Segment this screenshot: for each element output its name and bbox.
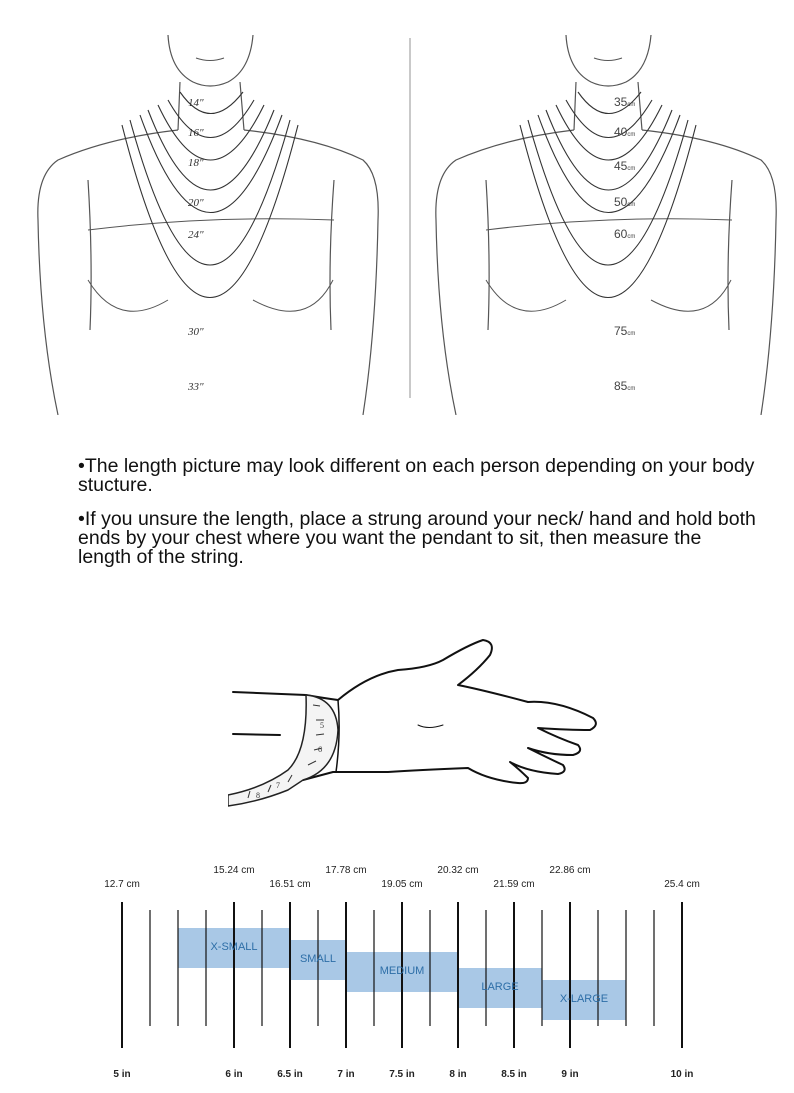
mouth (196, 58, 224, 61)
torso-right (642, 130, 776, 415)
label-40cm: 40cm (614, 125, 636, 139)
loop-40 (566, 100, 652, 138)
arm-left-inner (88, 180, 91, 330)
label-14in: 14" (188, 97, 204, 109)
bust-left (88, 280, 168, 311)
loop-75 (528, 120, 688, 265)
label-85cm: 85cm (614, 379, 636, 393)
bust-right (651, 280, 731, 311)
loop-33 (122, 125, 298, 298)
note-measure-string: •If you unsure the length, place a strung around your neck/ hand and hold both ends by your chest where you want the pendant to sit, then measure the length of the string. (78, 508, 756, 568)
cm-tick-label: 21.59 cm (493, 879, 535, 890)
inch-tick-label: 10 in (670, 1069, 694, 1080)
cm-tick-label: 22.86 cm (549, 865, 591, 876)
cm-tick-label: 20.32 cm (437, 865, 479, 876)
tape-mark-6: 6 (318, 745, 322, 754)
bust-right (253, 280, 333, 311)
torso-left (38, 130, 178, 415)
neck-left-line (574, 82, 576, 130)
loop-24 (140, 115, 282, 213)
bust-line (486, 219, 732, 230)
label-20in: 20" (188, 197, 204, 209)
forearm-bottom (233, 734, 280, 735)
size-label-medium: MEDIUM (379, 965, 425, 977)
neck-left-line (178, 82, 180, 130)
torso-left (436, 130, 574, 415)
label-35cm: 35cm (614, 95, 636, 109)
cm-tick-label: 16.51 cm (269, 879, 311, 890)
torso-right (244, 130, 378, 415)
wrist-measure-illustration (228, 630, 628, 830)
inch-tick-label: 6 in (225, 1069, 243, 1080)
label-60cm: 60cm (614, 227, 636, 241)
loop-85 (520, 125, 696, 298)
arm-right-inner (728, 180, 732, 330)
neck-right-line (638, 82, 642, 130)
cm-tick-label: 17.78 cm (325, 865, 367, 876)
measuring-tape (228, 695, 338, 806)
palm-crease (418, 725, 443, 728)
inch-tick-label: 7.5 in (389, 1069, 415, 1080)
size-label-small: SMALL (299, 953, 337, 965)
label-24in: 24" (188, 229, 204, 241)
inch-tick-label: 8 in (449, 1069, 467, 1080)
label-50cm: 50cm (614, 195, 636, 209)
arm-right-inner (330, 180, 334, 330)
necklace-chart-cm (406, 30, 786, 415)
necklace-chart-inches (18, 30, 398, 415)
sizing-notes (78, 457, 758, 582)
label-75cm: 75cm (614, 324, 636, 338)
label-45cm: 45cm (614, 159, 636, 173)
size-label-large: LARGE (481, 981, 519, 993)
cm-tick-label: 12.7 cm (104, 879, 140, 890)
bust-left (486, 280, 566, 311)
inch-tick-label: 7 in (337, 1069, 355, 1080)
arm-left-inner (486, 180, 489, 330)
bust-line (88, 219, 334, 230)
necklace-loops (122, 92, 298, 298)
loop-30 (130, 120, 290, 265)
size-label-x-large: X-LARGE (559, 993, 609, 1005)
loop-60 (538, 115, 680, 213)
loop-16 (168, 100, 254, 138)
cm-tick-label: 15.24 cm (213, 865, 255, 876)
label-30in: 30" (188, 326, 204, 338)
inch-tick-label: 9 in (561, 1069, 579, 1080)
cm-tick-label: 19.05 cm (381, 879, 423, 890)
tape-mark-7: 7 (276, 781, 280, 790)
hand-outline (233, 640, 596, 783)
label-16in: 16" (188, 127, 204, 139)
mouth (594, 58, 622, 61)
tape-mark-8: 8 (256, 791, 260, 800)
cm-tick-label: 25.4 cm (664, 879, 700, 890)
wrist-size-chart (90, 860, 730, 1090)
neck-right-line (240, 82, 244, 130)
label-18in: 18" (188, 157, 204, 169)
size-label-x-small: X-SMALL (210, 941, 258, 953)
inch-tick-label: 6.5 in (277, 1069, 303, 1080)
necklace-loops (520, 92, 696, 298)
inch-tick-label: 5 in (113, 1069, 131, 1080)
tape-mark-5: 5 (320, 721, 324, 730)
label-33in: 33" (188, 381, 204, 393)
inch-tick-label: 8.5 in (501, 1069, 527, 1080)
note-body-structure: •The length picture may look different on each person depending on your body stucture. (78, 455, 755, 496)
